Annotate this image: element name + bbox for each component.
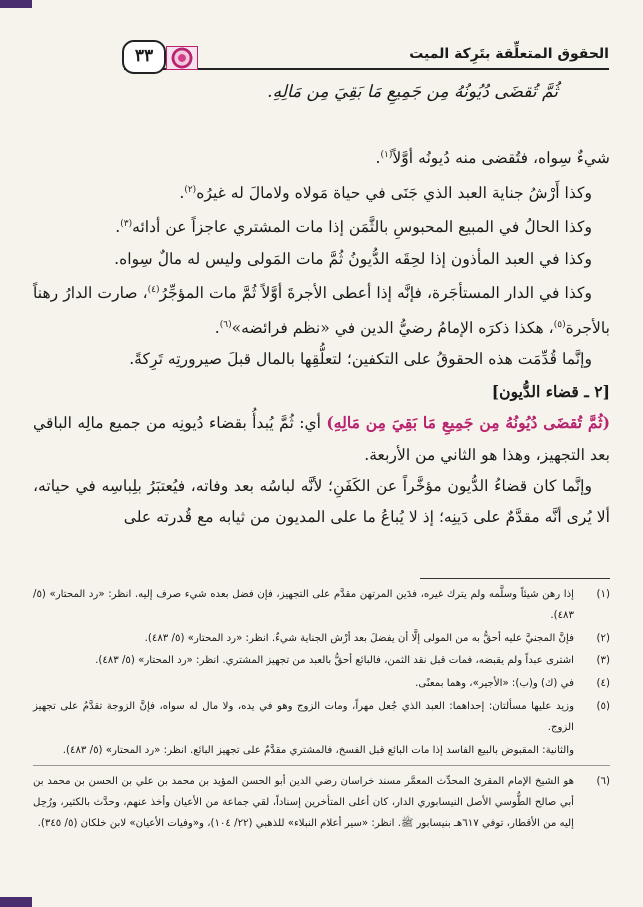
- footnote-ref[interactable]: (٦): [219, 319, 232, 330]
- footnote: [33, 585, 610, 627]
- footnote: [33, 697, 610, 739]
- paragraph-text: .: [375, 149, 381, 168]
- footnote-number: (٦): [596, 776, 610, 788]
- section-heading: [٢ ـ قضاء الدُّيون]: [491, 381, 610, 401]
- paragraph-text: .: [179, 183, 185, 202]
- matn-quote: (ثُمَّ تُقضَى دُيُونُهُ مِن جَمِيعِ مَا بَقِيَ مِن مَالِهِ): [326, 413, 610, 433]
- paragraph: [33, 407, 610, 471]
- footnote-separator: [33, 765, 610, 766]
- running-title: الحقوق المتعلِّقة بتَرِكة الميت: [409, 46, 609, 62]
- paragraph-text: .: [214, 318, 220, 337]
- paragraph: وإنَّما كان قضاءُ الدُّيون مؤخَّراً عن الكَفَنِ؛ لأنَّه لباسُه بعد وفاته، فيُعتبَرُ بلِباسِه في حياته، ألا يُرى أنَّه مقدَّمٌ على دَينِه؛ إذ لا يُباعُ ما على المديون من ثيابه مع قُدرته على: [33, 477, 610, 527]
- paragraph-text: شيءٌ سِواه، فتُقضى منه دُيونُه أوَّلاً: [392, 149, 610, 168]
- corner-decoration: [0, 0, 32, 8]
- paragraph: [33, 175, 610, 210]
- page-header: [34, 42, 609, 72]
- paragraph: وإنَّما قُدِّمَت هذه الحقوقُ على التكفين؛ لتعلُّقِها بالمال قبلَ صيرورتِه تَرِكةً.: [129, 350, 592, 369]
- footnote-ref[interactable]: (٤): [147, 285, 160, 296]
- footnote: [33, 629, 610, 650]
- paragraph: [33, 140, 610, 175]
- footnote-number: (٣): [596, 655, 610, 667]
- floral-ornament-icon: [166, 46, 198, 70]
- paragraph: وكذا في العبد المأذون إذا لحِقَه الدُّيونُ ثُمَّ مات المَولى وليس له مالٌ سِواه.: [114, 249, 592, 268]
- footnote-text: إذا رهن شيئاً وسلَّمه ولم يترك غيره، فدَين المرتهن مقدَّم على التجهيز، فإن فضل بعده شيء صرف إليه. انظر: «رد المحتار» (٥/ ٤٨٣).: [33, 589, 574, 621]
- footnote-ref[interactable]: (٢): [184, 184, 197, 195]
- footnote-ref[interactable]: (١): [380, 150, 393, 160]
- matn-text-top: ثُمَّ تُقضَى دُيُونُهُ مِن جَمِيعِ مَا بَقِيَ مِن مَالِهِ.: [267, 82, 558, 102]
- paragraph-text: وكذا في الدار المستأجَرة، فإنَّه إذا أعطى الأجرةَ أوَّلاً ثُمَّ مات المؤجِّرُ: [159, 284, 592, 303]
- footnote: [33, 674, 610, 695]
- paragraph-text: وكذا أَرْشُ جناية العبد الذي جَنَى في حياة مَولاه ولامالَ له غيرُه: [196, 183, 592, 202]
- footnote-text: هو الشيخ الإمام المقرئ المحدِّث المعمَّر مسند خراسان رضي الدين أبو الحسن المؤيد بن محمد بن علي بن الحسن بن محمد بن أبي صالح الطُّوسي الأصل النيسابوري الدار، كان أعلى المتأخرين إسناداً، لقي جماعة من الأعيان وأخذ عنهم، وحدَّث بالكثير، ورُحِل إليه من الأقطار، توفي ٦١٧هـ بنيسابور ﷺ. انظر: «سير أعلام النبلاء» للذهبي (٢٢/ ١٠٤)، و«وفيات الأعيان» لابن خلكان (٥/ ٣٤٥).: [33, 776, 574, 829]
- footnote-text: وزيد عليها مسألتان: إحداهما: العبد الذي جُعل مهراً، ومات الزوج وهو في يده، ولا مال له سواه، فإنَّ الزوجة تقدَّمُ على تجهيز الزوج.: [33, 700, 574, 733]
- paragraph: [33, 275, 610, 344]
- paragraph-text: ، صارت الدارُ رهناً بالأجرة: [33, 284, 610, 337]
- footnote-text: في (ك) و(ب): «الأجير»، وهما بمعنًى.: [415, 678, 574, 690]
- footnote-divider: [420, 578, 610, 579]
- footnote-number: (٥): [596, 700, 610, 712]
- footnote-number: (١): [596, 589, 610, 600]
- paragraph-text: أي: ثُمَّ يُبدأُ بقضاء دُيونِه من جميع مالِه الباقي بعد التجهيز، وهذا هو الثاني من الأربعة.: [33, 414, 610, 464]
- footnotes: [33, 585, 610, 837]
- paragraph-text: وكذا الحالُ في المبيع المحبوسِ بالثَّمَن إذا مات المشتري عاجزاً عن أدائه: [132, 218, 592, 237]
- footnote-ref[interactable]: (٥): [553, 319, 566, 330]
- paragraph-text: .: [115, 218, 121, 237]
- paragraph-text: ، هكذا ذكرَه الإمامُ رضيُّ الدين في «نظم فرائضه»: [231, 318, 554, 337]
- footnote-ref[interactable]: (٣): [120, 219, 133, 230]
- page-number: ٣٣: [122, 40, 166, 74]
- footnote: [33, 772, 610, 834]
- footnote-text: فإنَّ المجنيَّ عليه أحقُّ به من المولى إلَّا أن يفضلَ بعد أرْش الجناية شيءٌ. انظر: «رد المحتار» (٥/ ٤٨٣).: [144, 632, 574, 644]
- footnote: [33, 651, 610, 672]
- paragraph: [33, 209, 610, 244]
- commentary-body: [33, 140, 610, 534]
- corner-decoration: [0, 897, 32, 907]
- footnote-number: (٤): [596, 678, 610, 690]
- footnote-continuation: والثانية: المقبوض بالبيع الفاسد إذا مات البائع قبل الفسخ، فالمشتري مقدَّمٌ على تجهيز البائع. انظر: «رد المحتار» (٥/ ٤٨٣).: [62, 744, 574, 756]
- footnote-number: (٢): [596, 632, 610, 644]
- footnote-text: اشترى عبداً ولم يقبضه، فمات قبل نقد الثمن، فالبائع أحقُّ بالعبد من تجهيز المشتري. انظر: «رد المحتار» (٥/ ٤٨٣).: [95, 655, 574, 667]
